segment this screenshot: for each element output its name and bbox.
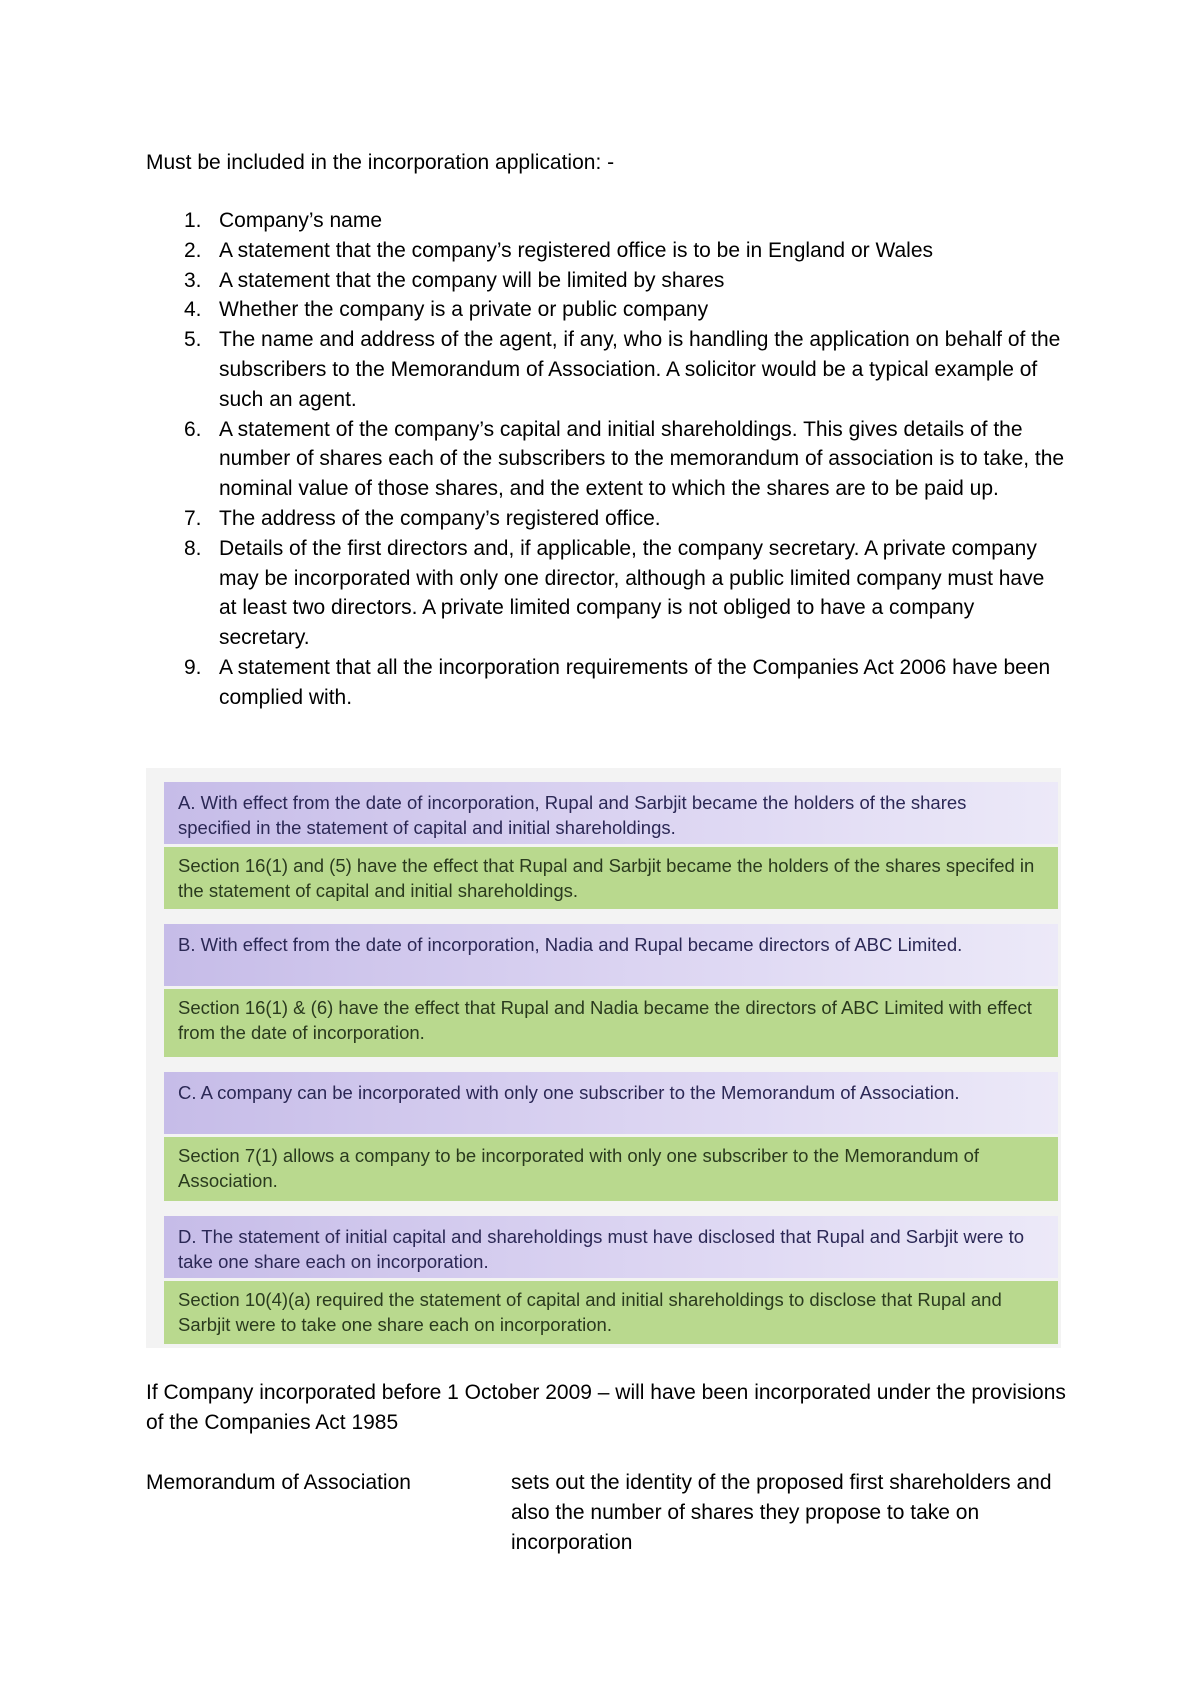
list-text: Company’s name xyxy=(219,209,383,232)
list-number: 8. xyxy=(184,536,202,560)
list-text: Whether the company is a private or public company xyxy=(219,298,709,322)
list-number: 4. xyxy=(184,298,202,322)
list-text: Details of the first directors and, if applicable, the company secretary. A private company may be incorporated with only one director, although a public limited company must have at least two directors. A private limited company is not obliged to have a company secretary. xyxy=(219,536,1045,650)
qa-group-c xyxy=(164,1072,1058,1201)
list-item xyxy=(146,653,1066,713)
list-number: 7. xyxy=(184,506,202,530)
list-number: 3. xyxy=(184,268,202,292)
list-text: The name and address of the agent, if any, who is handling the application on behalf of the subscribers to the Memorandum of Association. A solicitor would be a typical example of such an agent. xyxy=(219,328,1061,411)
list-text: A statement that the company’s registered office is to be in England or Wales xyxy=(219,238,934,262)
question-statement: D. The statement of initial capital and shareholdings must have disclosed that Rupal and Sarbjit were to take one share each on incorporation. xyxy=(164,1216,1058,1278)
qa-group-d xyxy=(164,1216,1058,1344)
list-item xyxy=(146,236,1066,266)
list-item xyxy=(146,415,1066,504)
list-number: 2. xyxy=(184,238,202,262)
companies-act-note: If Company incorporated before 1 October 2009 – will have been incorporated under the provisions of the Companies Act 1985 xyxy=(146,1381,1066,1434)
list-item xyxy=(146,325,1066,414)
answer-explanation: Section 16(1) and (5) have the effect that Rupal and Sarbjit became the holders of the shares specifed in the statement of capital and initial shareholdings. xyxy=(164,847,1058,909)
answer-explanation: Section 10(4)(a) required the statement of capital and initial shareholdings to disclose that Rupal and Sarbjit were to take one share each on incorporation. xyxy=(164,1281,1058,1344)
requirements-list xyxy=(146,206,1066,713)
list-text: A statement that the company will be limited by shares xyxy=(219,268,725,292)
qa-group-a xyxy=(164,782,1058,909)
list-text: The address of the company’s registered office. xyxy=(219,506,661,530)
list-number: 5. xyxy=(184,328,202,352)
qa-group-b xyxy=(164,924,1058,1057)
list-item xyxy=(146,534,1066,653)
list-text: A statement that all the incorporation requirements of the Companies Act 2006 have been complied with. xyxy=(219,655,1051,709)
list-item xyxy=(146,295,1066,325)
question-statement: C. A company can be incorporated with only one subscriber to the Memorandum of Association. xyxy=(164,1072,1058,1134)
list-item xyxy=(146,504,1066,534)
answer-explanation: Section 16(1) & (6) have the effect that Rupal and Nadia became the directors of ABC Limited with effect from the date of incorporation. xyxy=(164,989,1058,1057)
list-number: 9. xyxy=(184,655,202,679)
question-statement: A. With effect from the date of incorporation, Rupal and Sarbjit became the holders of the shares specified in the statement of capital and initial shareholdings. xyxy=(164,782,1058,844)
list-item xyxy=(146,206,1066,236)
definition-term: Memorandum of Association xyxy=(146,1471,411,1494)
list-text: A statement of the company’s capital and initial shareholdings. This gives details of the number of shares each of the subscribers to the memorandum of association is to take, the nominal value of those shares, and the extent to which the shares are to be paid up. xyxy=(219,417,1065,501)
answer-panel xyxy=(146,768,1061,1348)
definition-text: sets out the identity of the proposed first shareholders and also the number of shares they propose to take on incorporation xyxy=(511,1471,1052,1554)
list-item xyxy=(146,266,1066,296)
list-number: 6. xyxy=(184,417,202,441)
question-statement: B. With effect from the date of incorporation, Nadia and Rupal became directors of ABC Limited. xyxy=(164,924,1058,986)
answer-explanation: Section 7(1) allows a company to be incorporated with only one subscriber to the Memorandum of Association. xyxy=(164,1137,1058,1201)
list-number: 1. xyxy=(184,209,202,232)
intro-heading: Must be included in the incorporation application: - xyxy=(146,151,615,174)
